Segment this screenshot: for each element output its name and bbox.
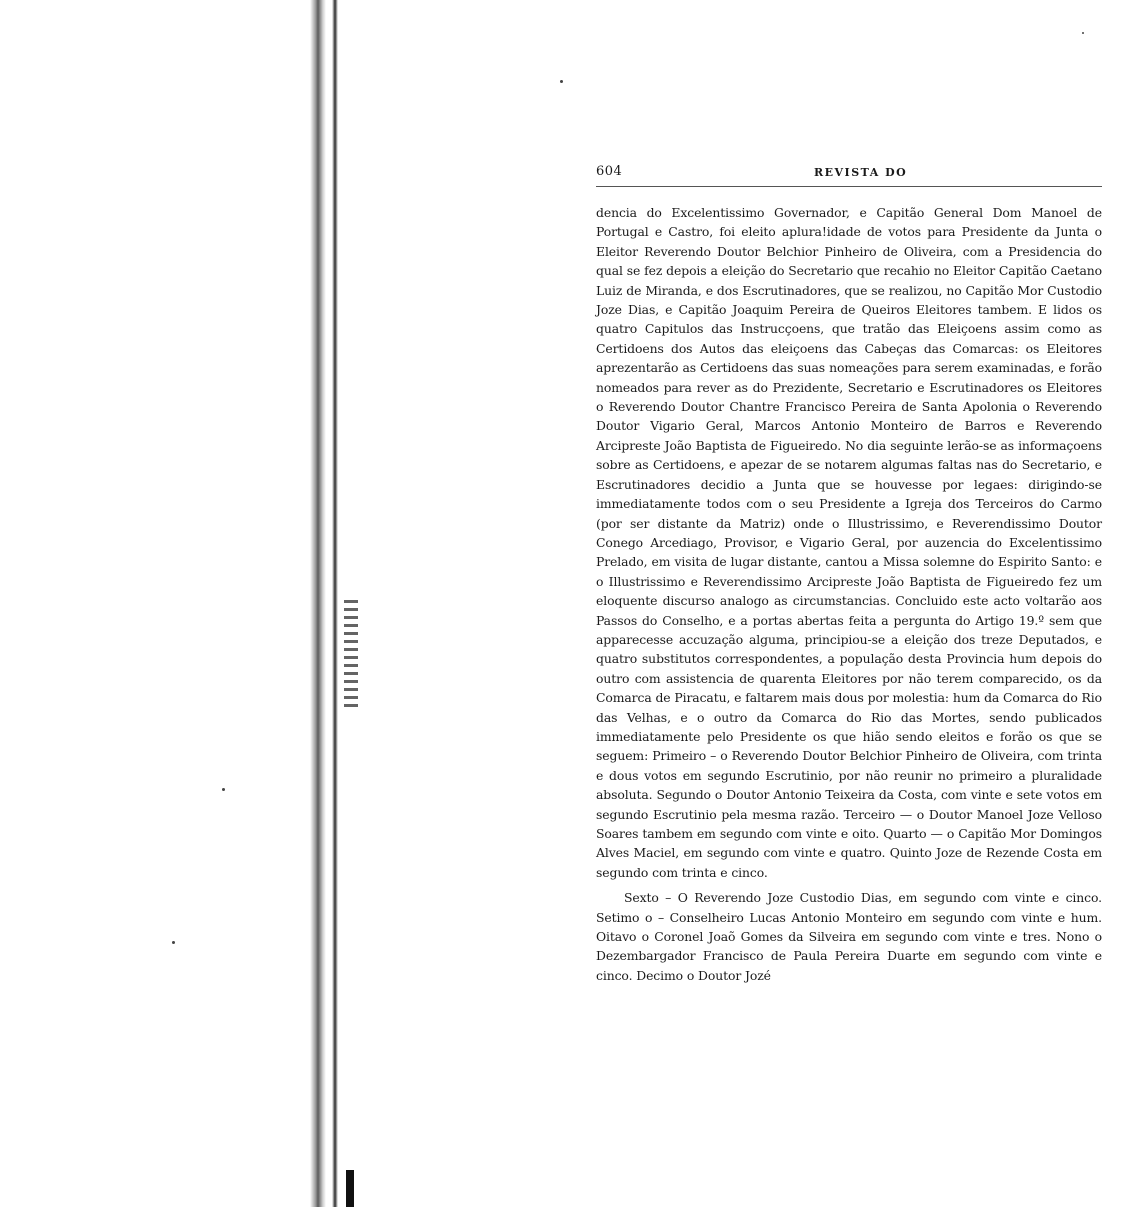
scan-speck (1082, 32, 1084, 34)
gutter-stitch-marks (344, 600, 358, 710)
gutter-binding-edge (346, 1170, 354, 1207)
page-number: 604 (596, 164, 623, 179)
gutter-spine-line (332, 0, 338, 1207)
scan-speck (222, 788, 225, 791)
gutter-fold-shadow (310, 0, 326, 1207)
paragraph: Sexto – O Reverendo Joze Custodio Dias, em segundo com vinte e cinco. Setimo o – Conselheiro Lucas Antonio Monteiro em segundo com vinte e hum. Oitavo o Coronel Joaõ Gomes da Silveira em segundo com vinte e tres. Nono o Dezembargador Francisco de Paula Pereira Duarte em segundo com vinte e cinco. Decimo o Doutor Jozé (596, 890, 1102, 983)
book-gutter-shadow (296, 0, 366, 1207)
paragraph: dencia do Excelentissimo Governador, e Capitão General Dom Manoel de Portugal e Castro, foi eleito aplura!idade de votos para Presidente da Junta o Eleitor Reverendo Doutor Belchior Pinheiro de Oliveira, com a Presidencia do qual se fez depois a eleição do Secretario que recahio no Eleitor Capitão Caetano Luiz de Miranda, e dos Escrutinadores, que se realizou, no Capitão Mor Custodio Joze Dias, e Capitão Joaquim Pereira de Queiros Eleitores tambem. E lidos os quatro Capitulos das Instrucçoens, que tratão das Eleiçoens assim como as Certidoens dos Autos das eleiçoens das Cabeças das Comarcas: os Eleitores aprezentarão as Certidoens das suas nomeações para serem examinadas, e forão nomeados para rever as do Prezidente, Secretario e Escrutinadores os Eleitores o Reverendo Doutor Chantre Francisco Pereira de Santa Apolonia o Reverendo Doutor Vigario Geral, Marcos Antonio Monteiro de Barros e Reverendo Arcipreste João Baptista de Figueiredo. No dia seguinte lerão-se as informaçoens sobre as Certidoens, e apezar de se notarem algumas faltas nas do Secretario, e Escrutinadores decidio a Junta que se houvesse por legaes: dirigindo-se immediatamente todos com o seu Presidente a Igreja dos Terceiros do Carmo (por ser distante da Matriz) onde o Illustrissimo, e Reverendissimo Doutor Conego Arcediago, Provisor, e Vigario Geral, por auzencia do Excelentissimo Prelado, em visita de lugar distante, cantou a Missa solemne do Espirito Santo: e o Illustrissimo e Reverendissimo Arcipreste João Baptista de Figueiredo fez um eloquente discurso analogo as circumstancias. Concluido este acto voltarão aos Passos do Conselho, e a portas abertas feita a pergunta do Artigo 19.º sem que apparecesse accuzação alguma, principiou-se a eleição dos treze Deputados, e quatro substitutos correspondentes, a população desta Provincia hum depois do outro com assistencia de quarenta Eleitores por não terem comparecido, os da Comarca de Piracatu, e faltarem mais dous por molestia: hum da Comarca do Rio das Velhas, e o outro da Comarca do Rio das Mortes, sendo publicados immediatamente pelo Presidente os que hião sendo eleitos e forão os que se seguem: Primeiro – o Reverendo Doutor Belchior Pinheiro de Oliveira, com trinta e dous votos em segundo Escrutinio, por não reunir no primeiro a pluralidade absoluta. Segundo o Doutor Antonio Teixeira da Costa, com vinte e sete votos em segundo Escrutinio pela mesma razão. Terceiro — o Doutor Manoel Joze Velloso Soares tambem em segundo com vinte e oito. Quarto — o Capitão Mor Domingos Alves Maciel, em segundo com vinte e quatro. Quinto Joze de Rezende Costa em segundo com trinta e cinco. (596, 205, 1102, 880)
page-header (596, 162, 1102, 187)
scan-speck (560, 80, 563, 83)
page-body (596, 203, 1102, 985)
running-head: REVISTA DO (814, 166, 908, 179)
scan-speck (172, 941, 175, 944)
book-page (596, 162, 1102, 985)
